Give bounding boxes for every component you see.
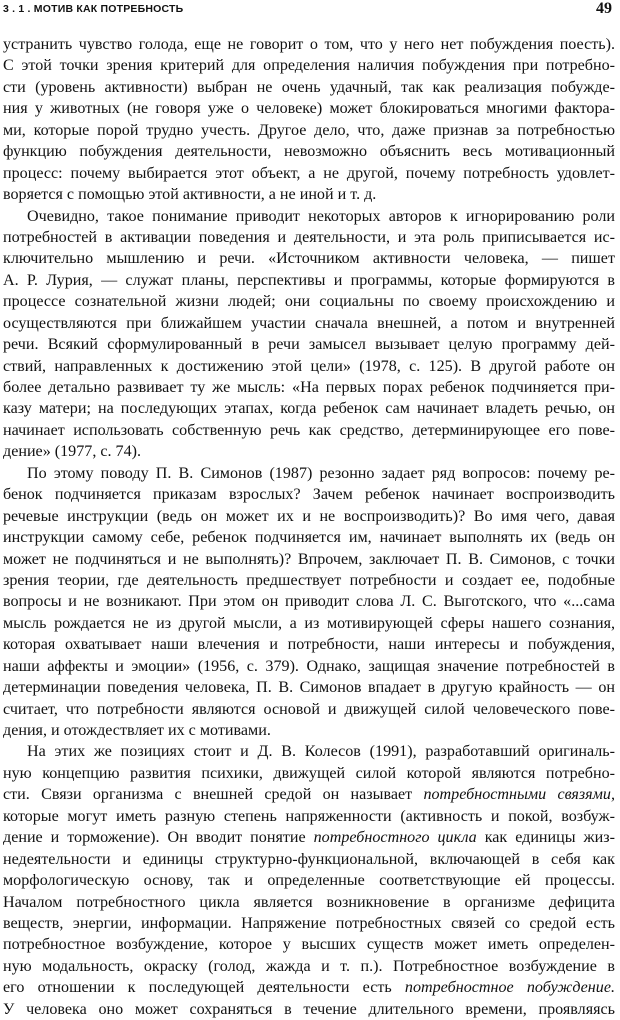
text-line: [3, 163, 615, 184]
text-segment: потребностей в активации поведения и деятельности, и эта роль приписывается ис-: [3, 228, 615, 246]
text-segment: которая охватывает наши влечения и потребности, наши интересы и побуждения,: [3, 636, 615, 654]
text-segment: ми, которые порой трудно учесть. Другое дело, что, даже признав за потребностью: [3, 121, 615, 139]
text-line: [3, 677, 615, 698]
text-line: [3, 591, 615, 612]
text-line: [3, 120, 615, 141]
text-segment: бенок подчиняется приказам взрослых? Зачем ребенок начинает воспроизводить: [3, 486, 615, 504]
text-segment: По этому поводу П. В. Симонов (1987) резонно задает ряд вопросов: почему ре-: [27, 464, 615, 482]
text-segment: дение» (1977, с. 74).: [3, 443, 142, 461]
text-line: [3, 227, 615, 248]
text-segment: На этих же позициях стоит и Д. В. Колесов (1991), разработавший оригиналь-: [27, 743, 615, 761]
text-line: [3, 527, 615, 548]
text-segment: вопросы и не возникают. При этом он приводит слова Л. С. Выготского, что «...сама: [3, 593, 615, 611]
text-line: [3, 184, 615, 205]
text-segment: Началом потребностного цикла является возникновение в организме дефицита: [3, 893, 615, 911]
text-segment: речевые инструкции (ведь он может их и не воспроизводить)? Во имя чего, давая: [3, 507, 615, 525]
text-segment: детерминации поведения человека, П. В. Симонов впадает в другую крайность — он: [3, 679, 615, 697]
text-line: [3, 656, 615, 677]
text-line: [3, 913, 615, 934]
text-segment: мысль рождается не из другой мысли, а из мотивирующей сферы нашего сознания,: [3, 614, 615, 632]
text-segment: может не подчиняться и не выполнять)? Впрочем, заключает П. В. Симонов, с точки: [3, 550, 615, 568]
text-line: [3, 55, 615, 76]
text-line: [3, 248, 615, 269]
text-line: [3, 98, 615, 119]
text-line: [3, 806, 615, 827]
text-segment: казу матери; на последующих этапах, когда ребенок сам начинает владеть речью, он: [3, 400, 615, 418]
text-segment: морфологическую основу, так и определенные соответствующие ей процессы.: [3, 872, 615, 890]
italic-term: потребностное побуждение.: [404, 979, 615, 997]
text-segment: процессе сознательной жизни людей; они социальны по своему происхождению и: [3, 293, 615, 311]
text-line: [3, 741, 615, 762]
text-segment: осуществляются при ближайшем участии сначала внешней, а потом и внутренней: [3, 314, 615, 332]
text-segment: сти (уровень активности) выбран не очень удачный, так как реализация побужде-: [3, 78, 615, 96]
text-segment: ключительно мышлению и речи. «Источником активности человека, — пишет: [3, 250, 615, 268]
text-segment: У человека оно может сохраняться в течение длительного времени, проявляясь: [3, 1000, 615, 1018]
text-line: [3, 892, 615, 913]
text-line: [3, 934, 615, 955]
text-line: [3, 634, 615, 655]
text-line: [3, 849, 615, 870]
text-segment: сти. Связи организма с внешней средой он называет: [3, 786, 424, 804]
text-segment: устранить чувство голода, еще не говорит о том, что у него нет побуждения поесть).: [3, 36, 615, 53]
paragraph: [3, 463, 615, 742]
text-line: [3, 484, 615, 505]
text-segment: дение и торможение). Он вводит понятие: [3, 829, 314, 847]
text-line: [3, 999, 615, 1020]
text-segment: воряется с помощью этой активности, а не иной и т. д.: [3, 186, 377, 204]
page-number: 49: [596, 0, 612, 17]
text-line: [3, 377, 615, 398]
body-text: [3, 34, 615, 1020]
running-head: 3 . 1 . МОТИВ КАК ПОТРЕБНОСТЬ: [3, 3, 184, 15]
text-segment: потребностное возбуждение, которое у высших существ может иметь определен-: [3, 936, 615, 954]
text-line: [3, 827, 615, 848]
text-line: [3, 720, 615, 741]
text-line: [3, 763, 615, 784]
text-segment: ния у животных (не говоря уже о человеке) может блокироваться многими фактора-: [3, 100, 615, 118]
text-segment: наши аффекты и эмоции» (1956, с. 379). Однако, защищая значение потребностей в: [3, 657, 615, 675]
text-line: [3, 313, 615, 334]
text-segment: веществ, энергии, информации. Напряжение потребностных связей со средой есть: [3, 914, 615, 932]
paragraph: [3, 741, 615, 1020]
text-line: [3, 699, 615, 720]
text-line: [3, 441, 615, 462]
text-segment: речи. Всякий сформулированный в речи замысел вызывает целую программу дей-: [3, 336, 615, 354]
text-line: [3, 549, 615, 570]
text-segment: недеятельности и единицы структурно-функциональной, включающей в себя как: [3, 850, 615, 868]
text-line: [3, 356, 615, 377]
text-line: [3, 291, 615, 312]
text-line: [3, 870, 615, 891]
text-segment: процесс: почему выбирается этот объект, а не другой, почему потребность удовлет-: [3, 164, 615, 182]
text-line: [3, 420, 615, 441]
text-segment: Очевидно, такое понимание приводит некоторых авторов к игнорированию роли: [27, 207, 615, 225]
text-segment: инструкции самому себе, ребенок подчиняется им, начинает выполнять их (ведь он: [3, 529, 615, 547]
italic-term: потребностного цикла: [313, 829, 477, 847]
paragraph: [3, 206, 615, 463]
italic-term: потребностными связями,: [423, 786, 615, 804]
text-line: [3, 34, 615, 55]
text-segment: зрения теории, где деятельность предшествует потребности и создает ее, подобные: [3, 571, 615, 589]
text-segment: А. Р. Лурия, — служат планы, перспективы и программы, которые формируются в: [3, 271, 615, 289]
text-segment: ствий, направленных к достижению этой цели» (1978, с. 125). В другой работе он: [3, 357, 615, 375]
text-line: [3, 77, 615, 98]
text-segment: ную модальность, окраску (голод, жажда и т. п.). Потребностное возбуждение в: [3, 957, 615, 975]
text-segment: ную концепцию развития психики, движущей силой которой являются потребно-: [3, 764, 615, 782]
text-line: [3, 398, 615, 419]
text-line: [3, 141, 615, 162]
text-line: [3, 784, 615, 805]
text-segment: считает, что потребности являются основой и движущей силой человеческого пове-: [3, 700, 615, 718]
text-segment: функцию побуждения деятельности, невозможно объяснить весь мотивационный: [3, 143, 615, 161]
text-line: [3, 977, 615, 998]
text-line: [3, 463, 615, 484]
text-segment: его отношении к последующей деятельности есть: [3, 979, 405, 997]
text-segment: более детально развивает ту же мысль: «На первых порах ребенок подчиняется при-: [3, 379, 615, 396]
text-line: [3, 334, 615, 355]
text-segment: дения, и отождествляет их с мотивами.: [3, 722, 271, 739]
text-line: [3, 613, 615, 634]
text-line: [3, 506, 615, 527]
text-segment: которые могут иметь разную степень напряженности (активность и покой, возбуж-: [3, 807, 615, 825]
text-segment: С этой точки зрения критерий для определения наличия побуждения при потребно-: [3, 57, 615, 75]
paragraph: [3, 34, 615, 206]
text-line: [3, 570, 615, 591]
text-line: [3, 206, 615, 227]
text-line: [3, 270, 615, 291]
text-segment: начинает использовать собственную речь как средство, детерминирующее его пове-: [3, 421, 615, 439]
text-segment: как единицы жиз-: [476, 829, 615, 847]
